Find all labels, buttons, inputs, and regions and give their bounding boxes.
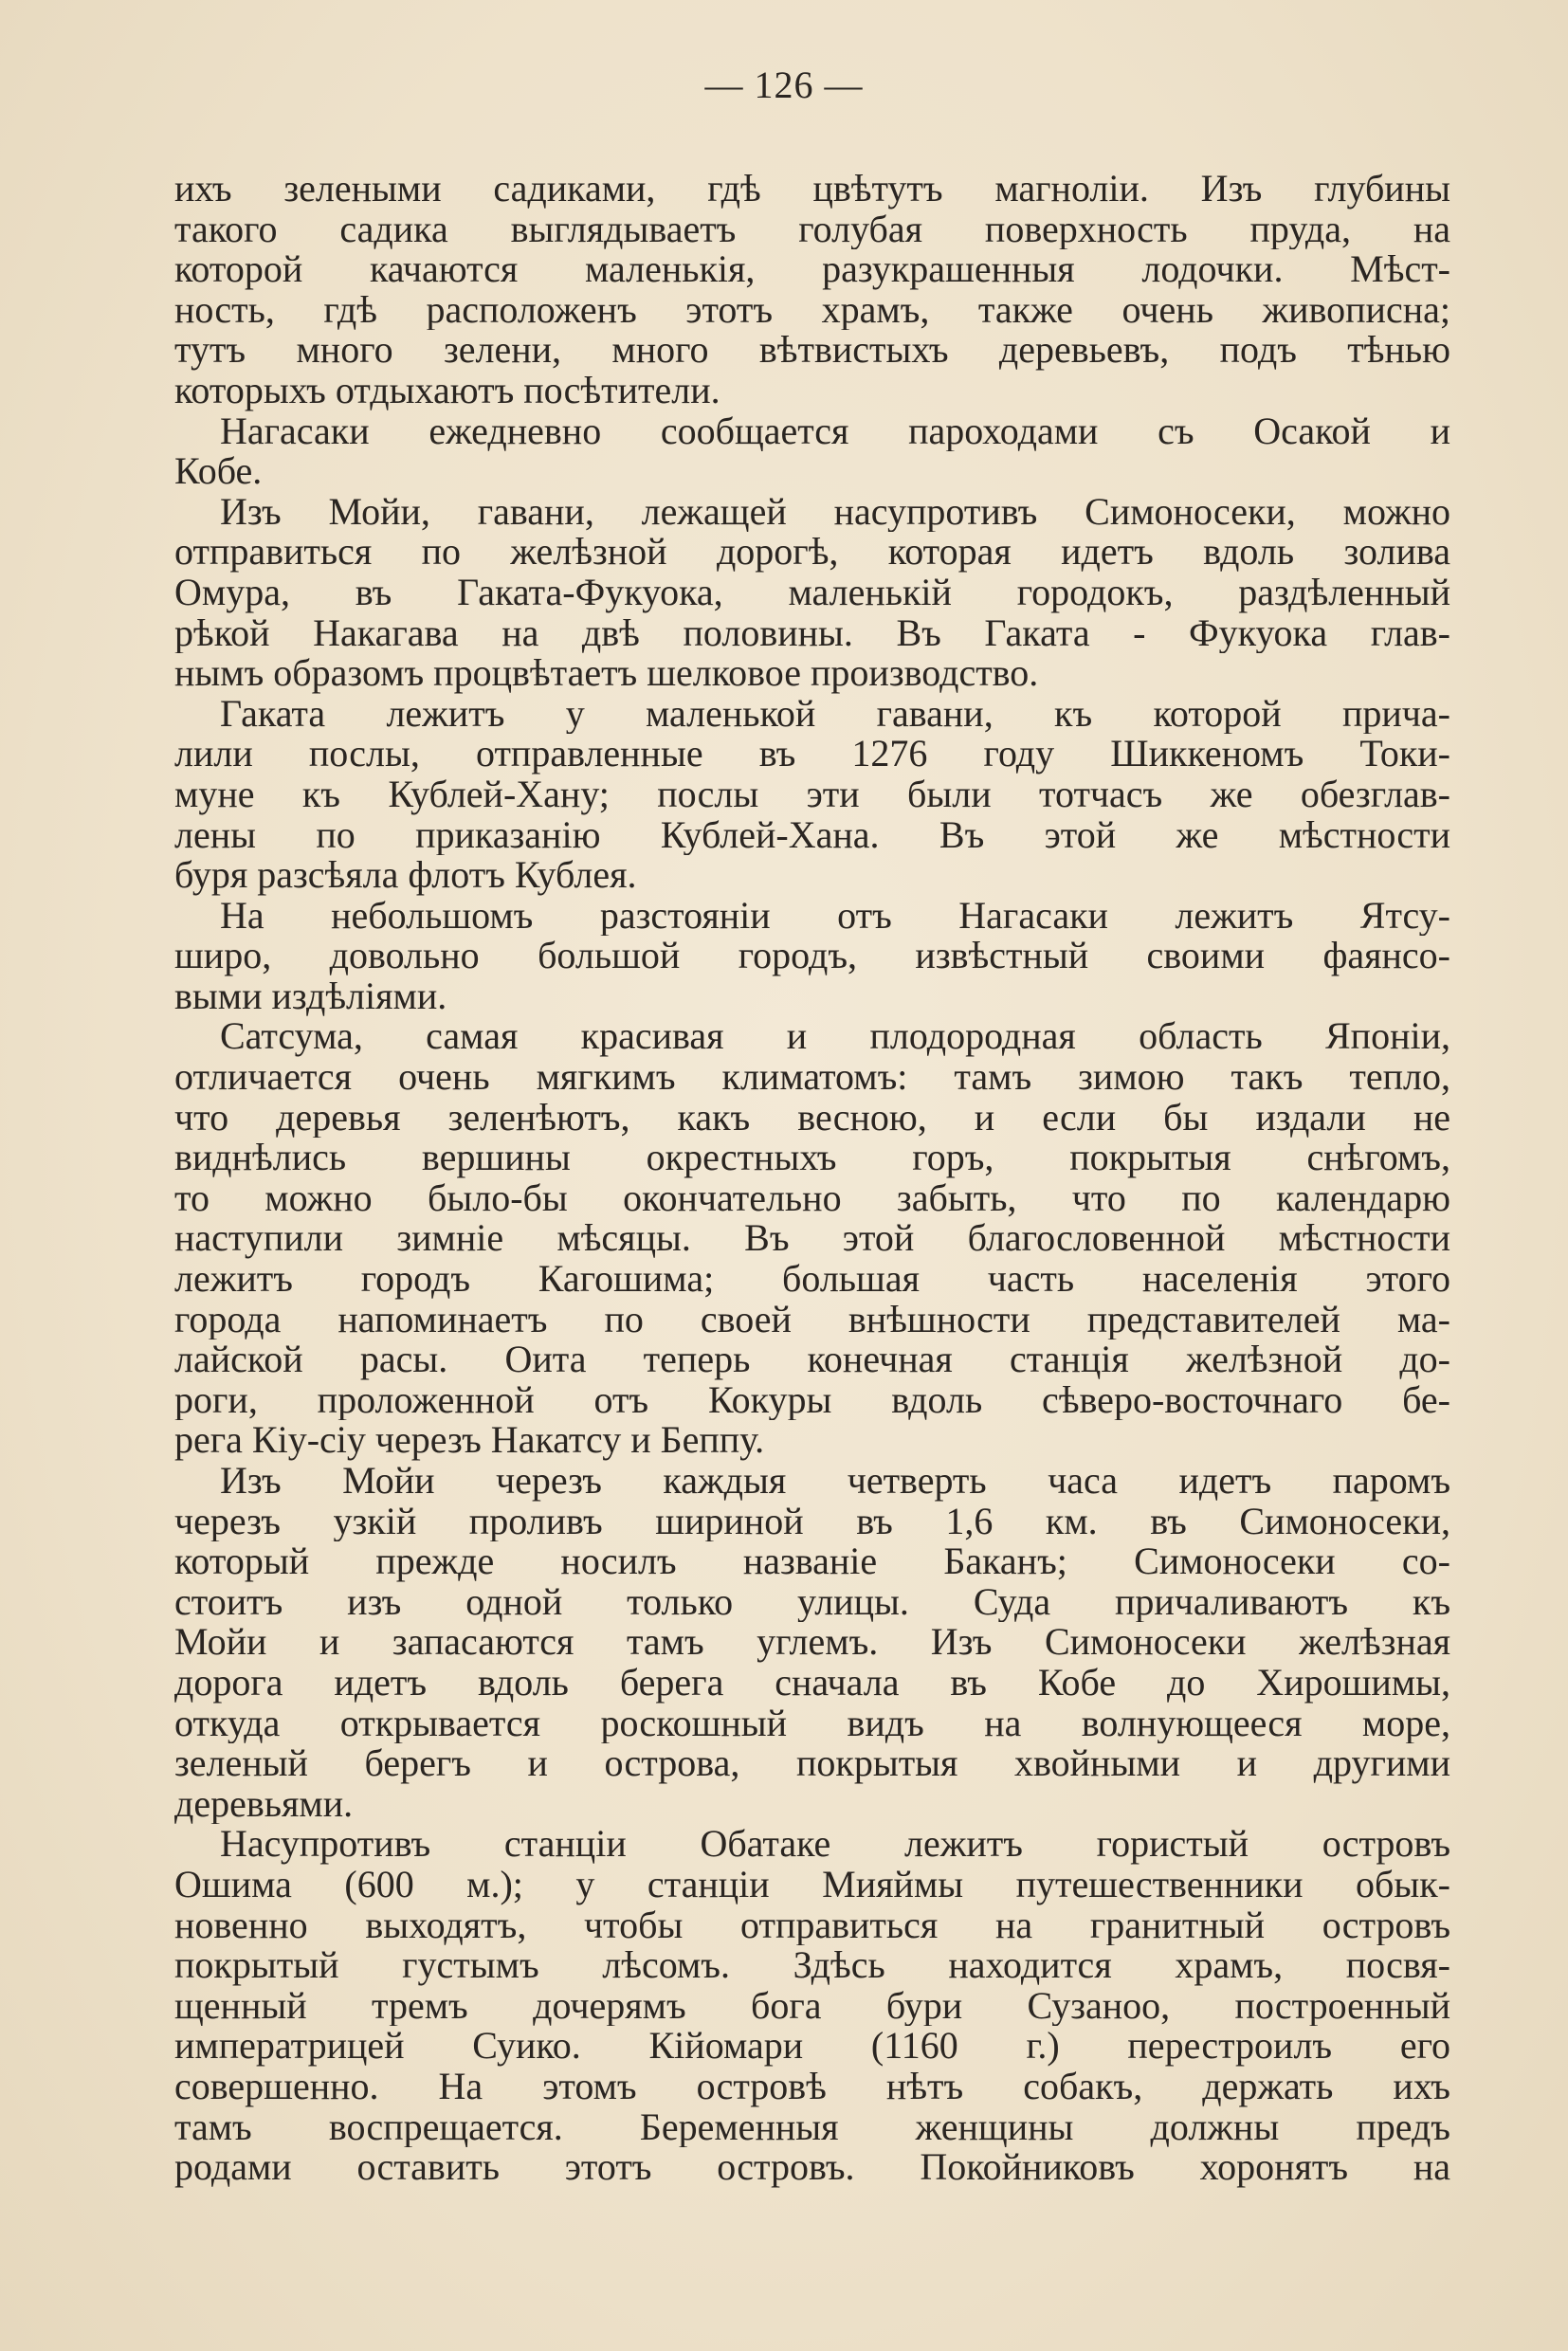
text-line: отличается очень мягкимъ климатомъ: тамъ зимою такъ тепло, xyxy=(174,1057,1450,1098)
text-line: ность, гдѣ расположенъ этотъ храмъ, также очень живописна; xyxy=(174,289,1450,331)
text-line: Ошима (600 м.); у станціи Мияймы путешественники обык- xyxy=(174,1864,1450,1905)
text-line: наступили зимніе мѣсяцы. Въ этой благословенной мѣстности xyxy=(174,1218,1450,1260)
paragraph xyxy=(174,896,1450,1017)
text-line: отправиться по желѣзной дорогѣ, которая идетъ вдоль золива xyxy=(174,532,1450,573)
text-line: Насупротивъ станціи Обатаке лежитъ гористый островъ xyxy=(220,1824,1450,1865)
text-line: выми издѣліями. xyxy=(174,975,447,1017)
text-line: дорога идетъ вдоль берега сначала въ Кобе до Хирошимы, xyxy=(174,1662,1450,1704)
text-line: Кобе. xyxy=(174,451,263,492)
text-line: тутъ много зелени, много вѣтвистыхъ деревьевъ, подъ тѣнью xyxy=(174,330,1450,371)
paragraph xyxy=(174,1461,1450,1824)
text-line: которыхъ отдыхаютъ посѣтители. xyxy=(174,370,720,411)
text-line: ихъ зелеными садиками, гдѣ цвѣтутъ магноліи. Изъ глубины xyxy=(174,169,1450,210)
text-line: императрицей Суико. Кійомари (1160 г.) перестроилъ его xyxy=(174,2026,1450,2067)
text-line: лили послы, отправленные въ 1276 году Шиккеномъ Токи- xyxy=(174,734,1450,775)
text-line: лены по приказанію Кублей-Хана. Въ этой же мѣстности xyxy=(174,814,1450,856)
text-line: стоитъ изъ одной только улицы. Суда причаливаютъ къ xyxy=(174,1581,1450,1623)
text-line: который прежде носилъ названіе Баканъ; Симоносеки со- xyxy=(174,1541,1450,1582)
body-text xyxy=(174,169,1450,2188)
text-line: новенно выходятъ, чтобы отправиться на гранитный островъ xyxy=(174,1904,1450,1946)
text-line: родами оставить этотъ островъ. Покойниковъ хоронятъ на xyxy=(174,2147,1450,2188)
text-line: лежитъ городъ Кагошима; большая часть населенія этого xyxy=(174,1259,1450,1300)
paragraph xyxy=(174,1016,1450,1461)
text-line: роги, проложенной отъ Кокуры вдоль сѣверо-восточнаго бе- xyxy=(174,1379,1450,1421)
text-line: виднѣлись вершины окрестныхъ горъ, покрытыя снѣгомъ, xyxy=(174,1138,1450,1178)
text-line: тамъ воспрещается. Беременныя женщины должны предъ xyxy=(174,2106,1450,2148)
paragraph xyxy=(174,694,1450,896)
page-number: — 126 — xyxy=(704,64,864,106)
text-line: Мойи и запасаются тамъ углемъ. Изъ Симоносеки желѣзная xyxy=(174,1622,1450,1663)
text-line: Гаката лежитъ у маленькой гавани, къ которой прича- xyxy=(220,693,1450,735)
text-line: такого садика выглядываетъ голубая поверхность пруда, на xyxy=(174,209,1450,250)
text-line: рѣкой Накагава на двѣ половины. Въ Гаката - Фукуока глав- xyxy=(174,612,1450,654)
text-line: которой качаются маленькія, разукрашенныя лодочки. Мѣст- xyxy=(174,249,1450,290)
text-line: муне къ Кублей-Хану; послы эти были тотчасъ же обезглав- xyxy=(174,774,1450,815)
text-line: совершенно. На этомъ островѣ нѣтъ собакъ, держать ихъ xyxy=(174,2066,1450,2107)
text-line: щенный тремъ дочерямъ бога бури Сузаноо, построенный xyxy=(174,1985,1450,2027)
text-line: черезъ узкій проливъ шириной въ 1,6 км. въ Симоносеки, xyxy=(174,1501,1450,1542)
text-line: покрытый густымъ лѣсомъ. Здѣсь находится храмъ, посвя- xyxy=(174,1945,1450,1986)
text-line: Изъ Мойи черезъ каждыя четверть часа идетъ паромъ xyxy=(220,1461,1450,1502)
text-line: нымъ образомъ процвѣтаетъ шелковое производство. xyxy=(174,653,1039,694)
text-line: то можно было-бы окончательно забыть, что по календарю xyxy=(174,1177,1450,1219)
text-line: лайской расы. Оита теперь конечная станція желѣзной до- xyxy=(174,1340,1450,1380)
text-line: деревьями. xyxy=(174,1783,354,1825)
text-line: буря разсѣяла флотъ Кублея. xyxy=(174,855,637,896)
text-line: рега Кіу-сіу черезъ Накатсу и Беппу. xyxy=(174,1420,765,1461)
paragraph xyxy=(174,411,1450,492)
text-line: города напоминаетъ по своей внѣшности представителей ма- xyxy=(174,1299,1450,1340)
text-line: откуда открывается роскошный видъ на волнующееся море, xyxy=(174,1703,1450,1744)
text-line: На небольшомъ разстояніи отъ Нагасаки лежитъ Ятсу- xyxy=(220,895,1450,937)
text-line: зеленый берегъ и острова, покрытыя хвойными и другими xyxy=(174,1743,1450,1784)
text-line: Нагасаки ежедневно сообщается пароходами съ Осакой и xyxy=(220,410,1450,452)
paragraph xyxy=(174,492,1450,694)
paragraph xyxy=(174,1824,1450,2187)
text-line: Омура, въ Гаката-Фукуока, маленькій городокъ, раздѣленный xyxy=(174,572,1450,613)
text-line: широ, довольно большой городъ, извѣстный своими фаянсо- xyxy=(174,936,1450,976)
text-line: Сатсума, самая красивая и плодородная область Японіи, xyxy=(220,1016,1450,1058)
text-line: что деревья зеленѣютъ, какъ весною, и если бы издали не xyxy=(174,1097,1450,1139)
text-line: Изъ Мойи, гавани, лежащей насупротивъ Симоносеки, можно xyxy=(220,491,1450,533)
paragraph xyxy=(174,169,1450,411)
